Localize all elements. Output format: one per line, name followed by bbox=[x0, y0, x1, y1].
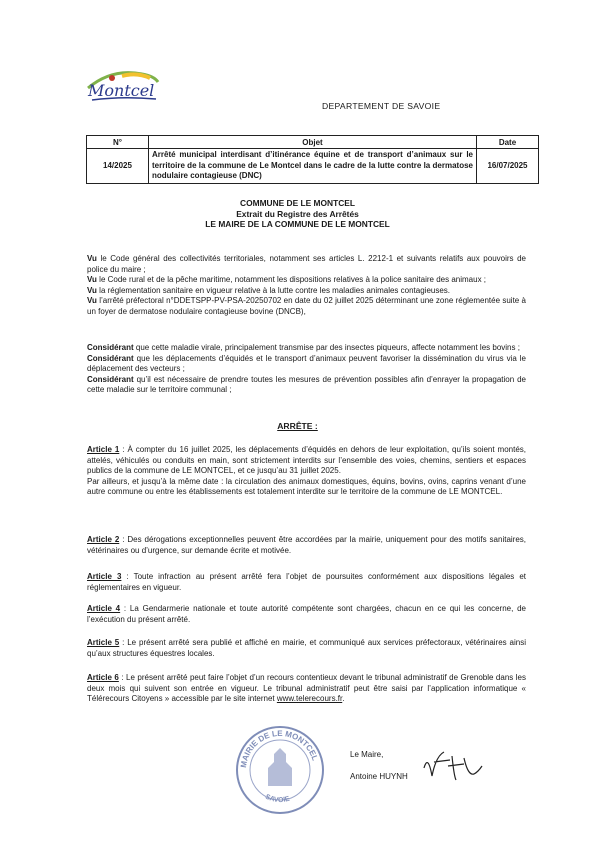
vu-paragraph: Vu le Code rural et de la pêche maritime, notamment les dispositions relatives à la police sanitaire des animaux ; bbox=[87, 275, 487, 285]
logo-text: Montcel bbox=[88, 81, 155, 100]
department-heading: DEPARTEMENT DE SAVOIE bbox=[322, 101, 441, 111]
svg-text:SAVOIE bbox=[264, 794, 291, 805]
heading-line-2: Extrait du Registre des Arrêtés bbox=[236, 208, 359, 219]
decree-date: 16/07/2025 bbox=[477, 149, 539, 184]
seal-bottom-text: SAVOIE bbox=[263, 793, 291, 805]
signer-title: Le Maire, bbox=[350, 750, 384, 759]
vu-paragraph: Vu l’arrêté préfectoral n°DDETSPP-PV-PSA-20250702 en date du 02 juillet 2025 déterminant une zone réglementée suite à un foyer de dermatose nodulaire contagieuse bovine (DNCB), bbox=[87, 296, 526, 316]
article-1: Article 1 : À compter du 16 juillet 2025, les déplacements d’équidés en dehors de leur exploitation, qu’ils soient montés, attelés, véhiculés ou conduits en main, sont strictement interdits sur l’ensemble des voies, chemins, sentiers et espaces publics de la commune de LE MONTCEL, et ce jusqu’au 31 juillet 2025. Par ailleurs, et jusqu’à la même date : la circulation des animaux domestiques, équins, bovins, ovins, caprins venant d’une autre commune ou entre les établissements est totalement interdite sur le territoire de la commune de LE MONTCEL. bbox=[87, 445, 526, 497]
vu-paragraph: Vu le Code général des collectivités territoriales, notamment ses articles L. 2212-1 et suivants relatifs aux pouvoirs de police du maire ; bbox=[87, 254, 526, 274]
article-label: Article 3 bbox=[87, 572, 122, 581]
article-1-extra: Par ailleurs, et jusqu’à la même date : la circulation des animaux domestiques, équins, bovins, ovins, caprins venant d’une autre commune ou entre les établissements est totalement interdite sur le territoire de la commune de LE MONTCEL. bbox=[87, 476, 526, 497]
decree-object: Arrêté municipal interdisant d’itinérance équine et de transport d’animaux sur le territoire de la commune de Le Montcel dans le cadre de la lutte contre la dermatose nodulaire contagieuse (DNC) bbox=[149, 149, 477, 184]
commune-logo bbox=[82, 66, 162, 106]
mairie-seal bbox=[234, 724, 326, 816]
article-label: Article 4 bbox=[87, 604, 121, 613]
heading-line-3: LE MAIRE DE LA COMMUNE DE LE MONTCEL bbox=[205, 219, 390, 229]
article-4: Article 4 : La Gendarmerie nationale et toute autorité compétente sont chargées, chacun en ce qui les concerne, de l’exécution du présent arrêté. bbox=[87, 604, 526, 624]
handwritten-signature bbox=[418, 746, 488, 786]
article-label: Article 6 bbox=[87, 673, 119, 682]
decree-number: 14/2025 bbox=[87, 149, 149, 184]
telerecours-link[interactable]: www.telerecours.fr bbox=[276, 694, 343, 704]
vu-paragraph: Vu la réglementation sanitaire en vigueur relative à la lutte contre les maladies animales contagieuses. bbox=[87, 285, 451, 295]
article-5: Article 5 : Le présent arrêté sera publié et affiché en mairie, et communiqué aux services préfectoraux, vétérinaires ainsi qu’aux structures équestres locales. bbox=[87, 638, 526, 658]
signature-block bbox=[350, 744, 408, 788]
considerant-paragraph: Considérant que cette maladie virale, principalement transmise par des insectes piqueurs, affecte notamment les bovins ; bbox=[87, 343, 520, 352]
commune-heading bbox=[0, 198, 595, 230]
article-label: Article 2 bbox=[87, 535, 120, 544]
article-label: Article 5 bbox=[87, 638, 120, 647]
article-2: Article 2 : Des dérogations exceptionnelles peuvent être accordées par la mairie, uniquement pour des motifs sanitaires, vétérinaires ou d’urgence, sur demande écrite et motivée. bbox=[87, 535, 527, 555]
considerant-section bbox=[87, 343, 526, 396]
arrete-title: ARRÊTE : bbox=[277, 421, 318, 431]
article-label: Article 1 bbox=[87, 445, 120, 454]
vu-section bbox=[87, 254, 526, 318]
heading-line-1: COMMUNE DE LE MONTCEL bbox=[240, 198, 355, 208]
col-number-header: N° bbox=[87, 136, 149, 149]
reference-table bbox=[86, 135, 539, 184]
article-3: Article 3 : Toute infraction au présent arrêté fera l’objet de poursuites conformément aux dispositions légales et réglementaires en vigueur. bbox=[87, 572, 527, 592]
seal-top-text: MAIRIE DE LE MONTCEL bbox=[238, 728, 320, 769]
considerant-paragraph: Considérant que les déplacements d’équidés et le transport d’animaux peuvent favoriser la dissémination du virus via le déplacement des vecteurs ; bbox=[87, 353, 526, 374]
considerant-paragraph: Considérant qu’il est nécessaire de prendre toutes les mesures de prévention possibles afin d’enrayer la propagation de cette maladie sur le territoire communal ; bbox=[87, 374, 526, 395]
signer-name: Antoine HUYNH bbox=[350, 772, 408, 781]
col-date-header: Date bbox=[477, 136, 539, 149]
article-6: Article 6 : Le présent arrêté peut faire l’objet d’un recours contentieux devant le tribunal administratif de Grenoble dans les deux mois qui suivent son entrée en vigueur. Le tribunal administratif peut être saisi par l’application informatique « Télérecours Citoyens » accessible par le site internet www.telerecours.fr. bbox=[87, 673, 526, 704]
col-object-header: Objet bbox=[149, 136, 477, 149]
